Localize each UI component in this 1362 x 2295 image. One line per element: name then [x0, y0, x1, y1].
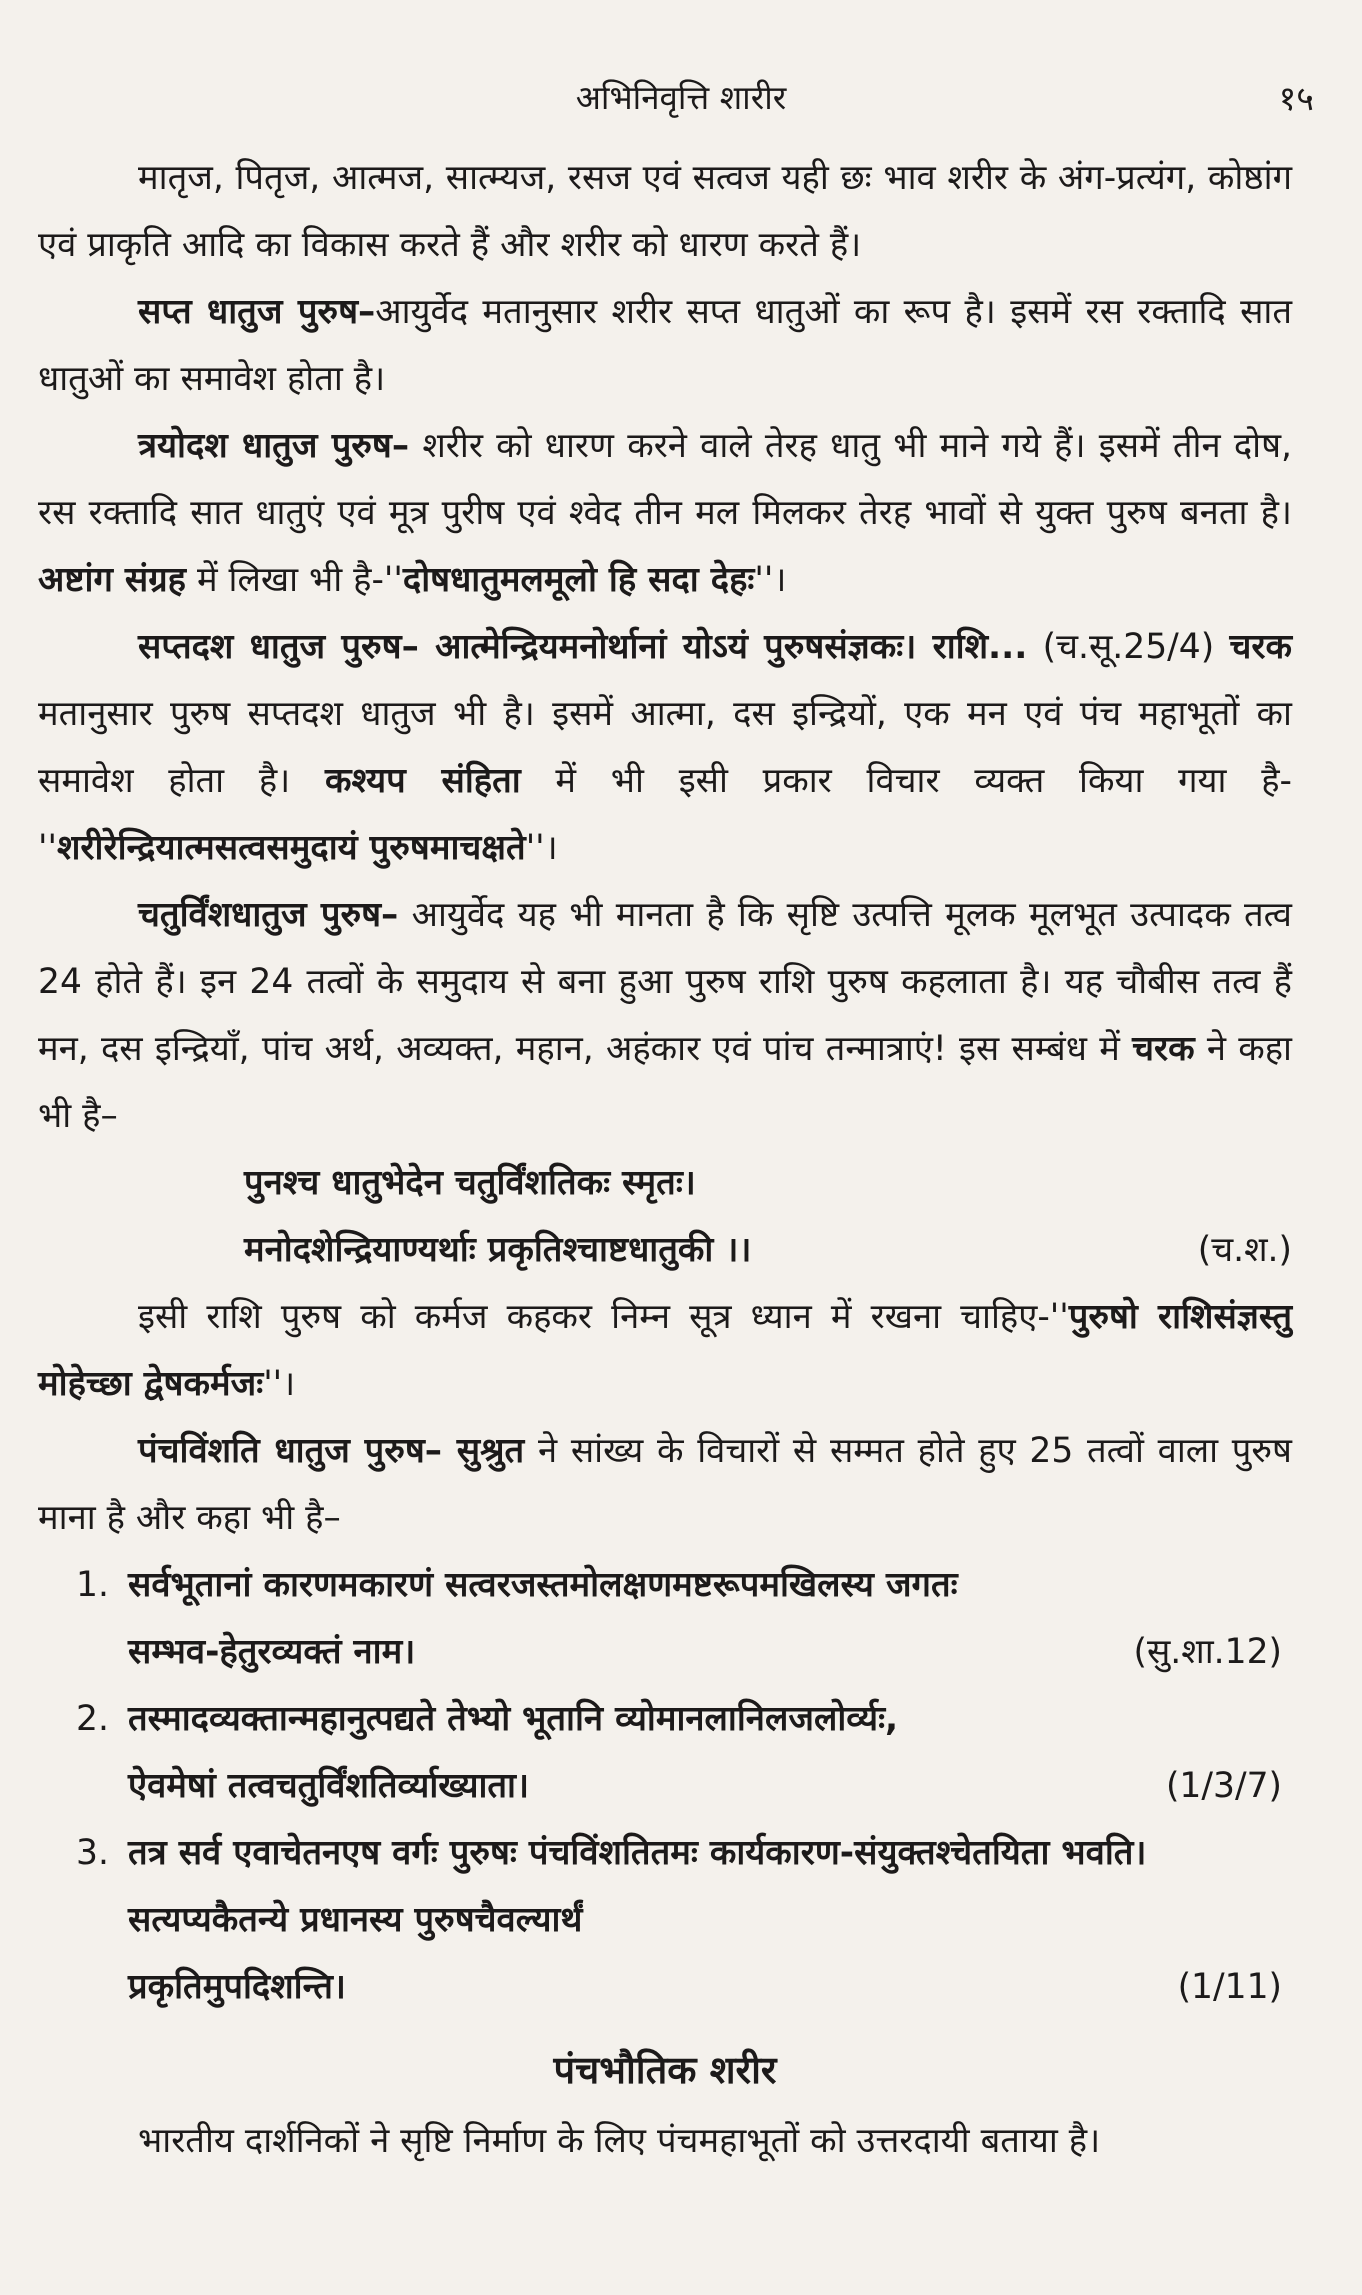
source-name: कश्यप संहिता — [324, 761, 521, 801]
paragraph — [38, 1284, 1292, 1418]
term-heading: सप्तदश धातुज पुरुष– — [138, 627, 419, 667]
citation: (च.श.) — [1197, 1230, 1292, 1270]
verse-line — [244, 1217, 1292, 1284]
page-header — [0, 74, 1362, 124]
paragraph-text: ''। — [263, 1364, 296, 1404]
list-text-line — [128, 1753, 1282, 1820]
quotation: आत्मेन्द्रियमनोर्थानां योऽयं पुरुषसंज्ञकः। राशि... — [418, 627, 1028, 667]
term-heading: त्रयोदश धातुज पुरुष– — [138, 426, 410, 466]
section-heading: पंचभौतिक शरीर — [553, 2048, 777, 2092]
list-text: ऐवमेषां तत्वचतुर्विंशतिर्व्याख्याता। — [128, 1766, 530, 1806]
list-text: तस्मादव्यक्तान्महानुत्पद्यते तेभ्यो भूतानि व्योमानलानिलजलोर्व्यः, — [128, 1699, 899, 1739]
verse-block — [38, 1150, 1292, 1284]
paragraph-text: में लिखा भी है-'' — [185, 560, 403, 600]
list-text: सम्भव-हेतुरव्यक्तं नाम। — [128, 1632, 416, 1672]
paragraph — [38, 413, 1292, 614]
quotation: दोषधातुमलमूलो हि सदा देहः — [402, 560, 755, 600]
source-name: चरक — [1229, 627, 1292, 667]
source-name: चरक — [1132, 1029, 1195, 1069]
quotation: शरीरेन्द्रियात्मसत्वसमुदायं पुरुषमाचक्षते — [56, 828, 526, 868]
paragraph-text: आयुर्वेद यह भी मानता है कि सृष्टि उत्पत्ति मूलक मूलभूत उत्पादक तत्व 24 होते हैं। इन 24 तत्वों के समुदाय से बना हुआ पुरुष राशि पुरुष कहलाता है। यह चौबीस तत्व हैं मन, दस इन्द्रियाँ, पांच अर्थ, अव्यक्त, महान, अहंकार एवं पांच तन्मात्राएं! इस सम्बंध में — [38, 895, 1292, 1069]
verse-line: पुनश्च धातुभेदेन चतुर्विंशतिकः स्मृतः। — [244, 1163, 696, 1203]
paragraph — [38, 614, 1292, 882]
paragraph-text: शरीर को धारण करने वाले तेरह धातु भी माने गये हैं। इसमें तीन दोष, रस रक्तादि सात धातुएं एवं मूत्र पुरीष एवं श्वेद तीन मल मिलकर तेरह भावों से युक्त पुरुष बनता है। — [38, 426, 1292, 533]
verse-text: मनोदशेन्द्रियाण्यर्थाः प्रकृतिश्चाष्टधातुकी ।। — [244, 1230, 752, 1270]
paragraph-text: ''। — [525, 828, 558, 868]
paragraph-text: ने सांख्य के विचारों से सम्मत होते हुए 25 तत्वों वाला पुरुष माना है और कहा भी है– — [38, 1431, 1292, 1538]
list-item — [38, 1820, 1292, 2021]
source-name: अष्टांग संग्रह — [38, 560, 186, 600]
paragraph-text: आयुर्वेद मतानुसार शरीर सप्त धातुओं का रूप है। इसमें रस रक्तादि सात धातुओं का समावेश होता है। — [38, 292, 1292, 399]
citation: (सु.शा.12) — [1133, 1632, 1282, 1672]
citation: (च.सू.25/4) — [1042, 627, 1230, 667]
term-heading: चतुर्विंशधातुज पुरुष– — [138, 895, 399, 935]
paragraph-text: ने कहा भी है– — [38, 1029, 1292, 1136]
list-item — [38, 1686, 1292, 1820]
paragraph — [38, 1418, 1292, 1552]
body-text — [38, 145, 1292, 2175]
paragraph-text: इसी राशि पुरुष को कर्मज कहकर निम्न सूत्र ध्यान में रखना चाहिए-'' — [138, 1297, 1069, 1337]
paragraph: भारतीय दार्शनिकों ने सृष्टि निर्माण के लिए पंचमहाभूतों को उत्तरदायी बताया है। — [138, 2121, 1101, 2161]
citation: (1/11) — [1177, 1967, 1282, 2007]
running-title: अभिनिवृत्ति शारीर — [575, 78, 787, 117]
paragraph-text: मतानुसार पुरुष सप्तदश धातुज भी है। इसमें आत्मा, दस इन्द्रियों, एक मन एवं पंच महाभूतों का समावेश होता है। — [38, 694, 1292, 801]
paragraph-text: ''। — [754, 560, 787, 600]
source-name: सुश्रुत — [442, 1431, 525, 1471]
list-number: 1. — [76, 1565, 109, 1605]
paragraph: मातृज, पितृज, आत्मज, सात्म्यज, रसज एवं सत्वज यही छः भाव शरीर के अंग-प्रत्यंग, कोष्ठांग एवं प्राकृति आदि का विकास करते हैं और शरीर को धारण करते हैं। — [38, 158, 1292, 265]
list-text: तत्र सर्व एवाचेतनएष वर्गः पुरुषः पंचविंशतितमः कार्यकारण-संयुक्तश्चेतयिता भवति। सत्यप्यकैतन्ये प्रधानस्य पुरुषचैवल्यार्थं — [128, 1833, 1147, 1940]
list-number: 3. — [76, 1833, 109, 1873]
paragraph — [38, 882, 1292, 1150]
paragraph — [38, 279, 1292, 413]
term-heading: सप्त धातुज पुरुष– — [138, 292, 376, 332]
quotation: पुरुषो राशिसंज्ञस्तु मोहेच्छा द्वेषकर्मजः — [38, 1297, 1292, 1404]
paragraph-text: में भी इसी प्रकार विचार व्यक्त किया गया है-'' — [38, 761, 1292, 868]
list-text-line — [128, 1619, 1282, 1686]
list-text: सर्वभूतानां कारणमकारणं सत्वरजस्तमोलक्षणमष्टरूपमखिलस्य जगतः — [128, 1565, 958, 1605]
quotation-list — [38, 1552, 1292, 2021]
list-number: 2. — [76, 1699, 109, 1739]
page-number: १५ — [1278, 79, 1314, 119]
citation: (1/3/7) — [1165, 1766, 1282, 1806]
term-heading: पंचविंशति धातुज पुरुष– — [138, 1431, 443, 1471]
list-text-line — [128, 1954, 1282, 2021]
list-text: प्रकृतिमुपदिशन्ति। — [128, 1967, 346, 2007]
list-item — [38, 1552, 1292, 1686]
